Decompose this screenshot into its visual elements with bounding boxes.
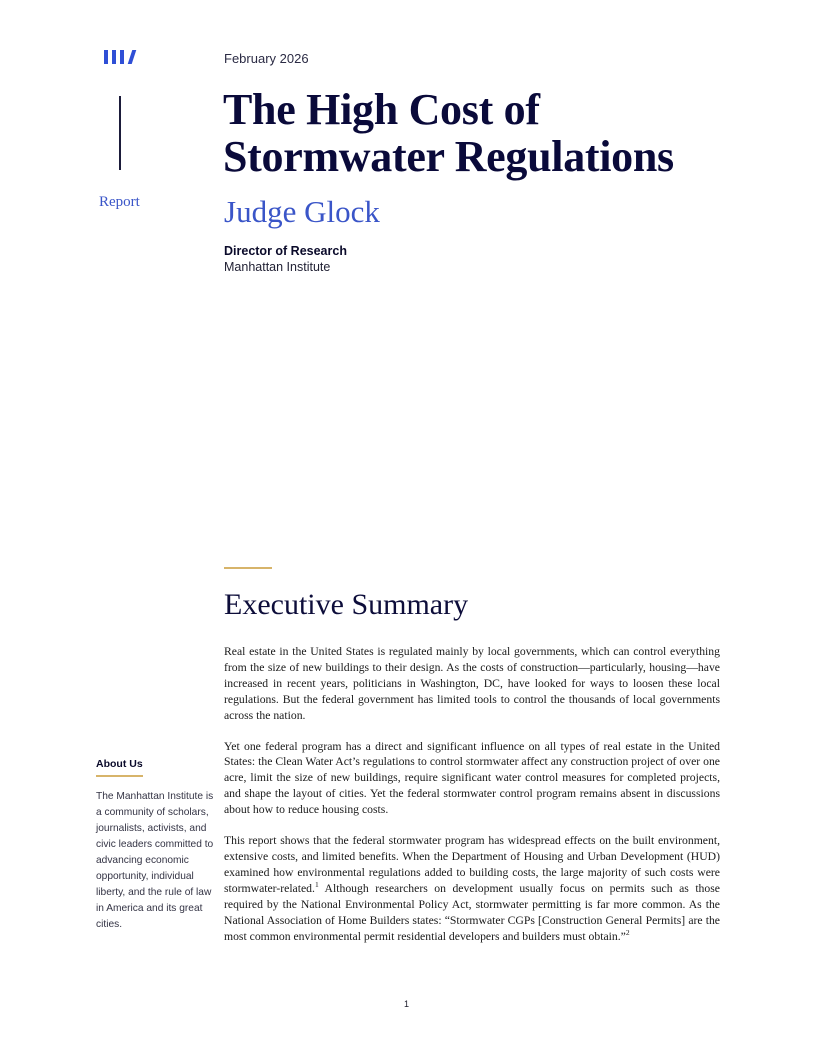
document-title [223, 86, 803, 180]
page-number: 1 [404, 999, 410, 1009]
footnote-ref[interactable]: 1 [314, 879, 319, 889]
section-accent-rule [224, 567, 272, 569]
logo-bar [104, 50, 108, 64]
publication-date: February 2026 [224, 51, 309, 66]
logo-slash [128, 50, 137, 64]
manhattan-institute-logo-icon [104, 50, 136, 64]
about-us-heading: About Us [96, 758, 143, 770]
paragraph-text: Although researchers on development usually focus on permits such as those required by the National Environmental Policy Act, stormwater permitting is far more common. As the National Association of Home Builders states: “Stormwater CGPs [Construction General Permits] are the most common environmental permit residential developers and builders must obtain.” [224, 881, 720, 943]
paragraph: Yet one federal program has a direct and significant influence on all types of real estate in the United States: the Clean Water Act’s regulations to control stormwater affect any construction project of over one acre, limit the size of new buildings, require significant water control measures for completed projects, and shape the layout of cities. Yet the federal stormwater control program remains absent in discussions about how to reduce housing costs. [224, 739, 720, 817]
logo-bar [120, 50, 124, 64]
document-type-label: Report [99, 194, 140, 210]
author-organization: Manhattan Institute [224, 260, 331, 274]
about-us-text: The Manhattan Institute is a community of scholars, journalists, activists, and civic leaders committed to advancing economic opportunity, individual liberty, and the rule of law in America and its great cities. [96, 791, 214, 930]
section-heading: Executive Summary [224, 588, 469, 621]
author-role: Director of Research [224, 244, 347, 258]
title-line-1: The High Cost of [223, 85, 540, 134]
about-us-rule [96, 775, 143, 777]
executive-summary-body [224, 644, 720, 959]
author-name: Judge Glock [224, 194, 380, 229]
footnote-ref[interactable]: 2 [625, 927, 630, 937]
title-line-2: Stormwater Regulations [223, 132, 674, 181]
logo-bar [112, 50, 116, 64]
paragraph: Real estate in the United States is regulated mainly by local governments, which can control everything from the size of new buildings to their design. As the costs of construction—particularly, housing—have increased in recent years, politicians in Washington, DC, have looked for ways to loosen these local regulations. But the federal government has limited tools to control the thousands of local governments across the nation. [224, 645, 720, 722]
paragraph [224, 833, 720, 944]
vertical-divider [119, 96, 121, 170]
paragraph-text: This report shows that the federal stormwater program has widespread effects on the built environment, extensive costs, and limited benefits. When the Department of Housing and Urban Development (HUD) examined how environmental regulations added to building costs, the large majority of such costs were stormwater-related. [224, 834, 720, 895]
